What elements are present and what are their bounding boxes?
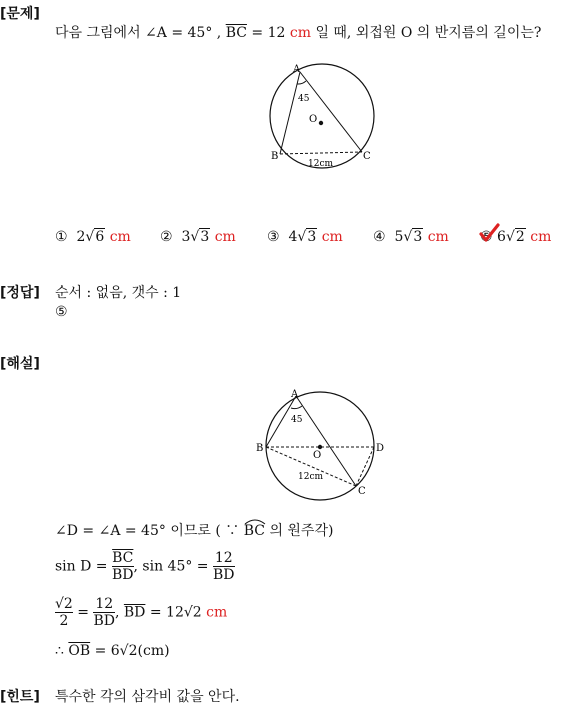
question-pre: 다음 그림에서 ∠A = 45° ,: [55, 25, 222, 41]
solution-line-1: ∠D = ∠A = 45° 이므로 ( ∵ BC 의 원주각): [55, 520, 333, 540]
hint-header: [힌트]: [0, 689, 40, 705]
hint-text: 특수한 각의 삼각비 값을 안다.: [55, 689, 240, 705]
label-angle: 45: [291, 415, 303, 425]
label-length: 12cm: [298, 472, 324, 482]
fraction-bc-bd: $\frac{\overline{BC}}{BD}$: [112, 550, 134, 583]
center-point: [319, 121, 323, 125]
label-c: C: [363, 151, 371, 162]
explanation-figure: [254, 386, 389, 501]
answer-line1: 순서 : 없음, 갯수 : 1: [55, 285, 182, 301]
label-a: A: [293, 64, 301, 75]
choice-mark: ⑤: [480, 229, 497, 245]
explanation-header: [해설]: [0, 356, 40, 372]
choice-2[interactable]: ② 3√3 cm: [160, 229, 236, 245]
label-length: 12cm: [308, 159, 334, 169]
label-d: D: [376, 443, 385, 454]
fraction-12-bd: $\frac{12}{BD}$: [213, 550, 235, 583]
solution-line-2: sin D = $\frac{\overline{BC}}{BD}$ , sin 45° = $\frac{12}{BD}$: [55, 550, 235, 583]
answer-line2: ⑤: [55, 304, 68, 320]
label-angle: 45: [298, 94, 310, 104]
angle-arc: [291, 406, 302, 409]
label-o: O: [313, 450, 322, 461]
checkmark-icon: [478, 223, 500, 245]
solution-line-3: $\frac{√2}{2}$ = $\frac{12}{BD}$ , $\overline{BD} = 12√2$ cm: [55, 596, 228, 629]
arc-bc: BC: [243, 523, 265, 539]
fraction-root2-2: $\frac{√2}{2}$: [55, 596, 73, 629]
label-a: A: [291, 389, 299, 400]
question-text: [55, 22, 541, 42]
angle-arc: [297, 81, 306, 84]
problem-header: [문제]: [0, 6, 40, 22]
choice-mark: ①: [55, 229, 68, 245]
choice-3[interactable]: ③ 4√3 cm: [267, 229, 343, 245]
arc-icon: [244, 517, 266, 525]
label-o: O: [309, 114, 318, 125]
question-bc: $\overline{BC}$: [225, 25, 247, 41]
center-point: [318, 445, 322, 449]
question-eq: = 12: [251, 25, 286, 41]
fraction-12-bd-2: $\frac{12}{BD}$: [93, 596, 115, 629]
choice-5[interactable]: ⑤ 6√2 cm: [480, 229, 551, 245]
label-c: C: [358, 486, 366, 497]
question-unit: cm: [289, 25, 311, 41]
question-post: 일 때, 외접원 O 의 반지름의 길이는?: [315, 25, 542, 41]
side-bc: [280, 152, 362, 154]
solution-line-4: ∴ $\overline{OB} = 6√2(cm)$: [55, 643, 170, 659]
choice-4[interactable]: ④ 5√3 cm: [373, 229, 449, 245]
segment-cd: [356, 447, 374, 486]
answer-header: [정답]: [0, 285, 40, 301]
side-ac: [300, 72, 362, 152]
label-b: B: [256, 443, 264, 454]
label-b: B: [271, 151, 279, 162]
choice-mark: ②: [160, 229, 173, 245]
choice-mark: ③: [267, 229, 280, 245]
choice-mark: ④: [373, 229, 386, 245]
problem-figure: [262, 60, 382, 180]
circumcircle: [270, 64, 374, 168]
choice-1[interactable]: ① 2√6 cm: [55, 229, 131, 245]
